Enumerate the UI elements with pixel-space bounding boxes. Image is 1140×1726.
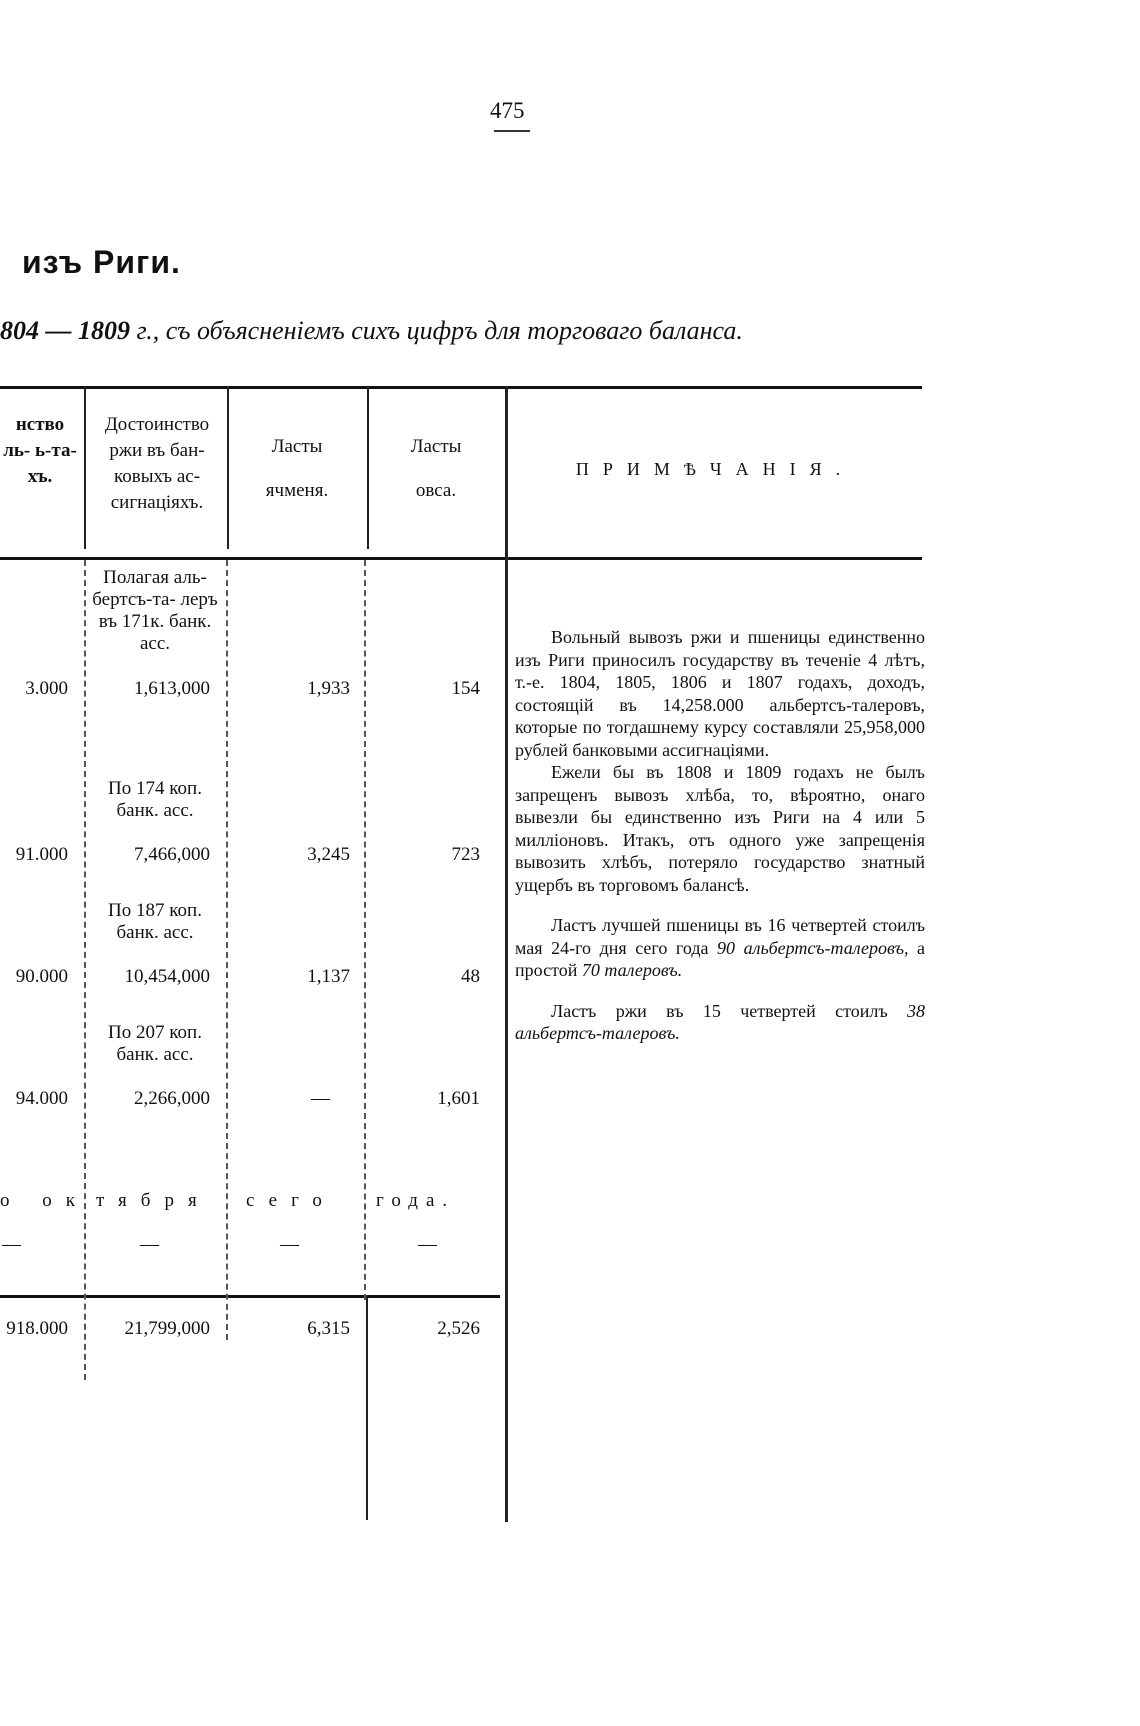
page-subtitle: [0, 316, 743, 346]
header-barley-1: Ласты: [271, 436, 323, 457]
table-cell-col0: 94.000: [15, 1088, 68, 1109]
note-paragraph: Вольный вывозъ ржи и пшеницы единственно изъ Риги приносилъ государству въ теченіе 4 лѣтъ, т.-е. 1804, 1805, 1806 и 1807 годахъ, доходъ, состоящій въ 14,258.000 альбертсъ-талеровъ, которые по тогдашнему курсу составляли 25,958,000 рублей банковыми ассигнаціями.: [515, 627, 925, 760]
table-cell-rye-value: 1,613,000: [134, 678, 210, 699]
table-cell-rye-value: 2,266,000: [134, 1088, 210, 1109]
note-text: Ластъ ржи въ 15 четвертей стоилъ: [551, 1000, 888, 1021]
table-cell-barley: —: [311, 1088, 330, 1109]
table-cell-rye-value: 7,466,000: [134, 844, 210, 865]
col-dash-2: [226, 560, 228, 1340]
note-text: Ластъ лучшей пшеницы въ 16 четвертей стоилъ мая 24-го дня сего года: [515, 915, 925, 958]
table-cell-barley: 3,245: [307, 844, 350, 865]
col-dash-3: [364, 560, 366, 1300]
note-text: а простой: [515, 937, 926, 980]
subtitle-text: г., съ объясненіемъ сихъ цифръ для торговаго баланса.: [136, 316, 743, 345]
header-notes: ПРИМѢЧАНІЯ.: [575, 459, 855, 479]
table-cell-col0: 3.000: [25, 678, 68, 699]
page-number: 475: [490, 98, 525, 123]
col-divider-4: [505, 386, 508, 1522]
rate-note: По 187 коп. банк. асс.: [108, 900, 202, 943]
table-cell-oats: 154: [451, 678, 480, 699]
table-cell-oats: 723: [451, 844, 480, 865]
note-paragraph: Ежели бы въ 1808 и 1809 годахъ не былъ запрещенъ вывозъ хлѣба, то, вѣроятно, онаго вывезли бы единственно изъ Риги на 4 или 5 милліоновъ. Итакъ, отъ одного уже запрещенія вывозить хлѣбъ, потеряло государство знатный ущербъ въ торговомъ балансѣ.: [515, 762, 925, 895]
rate-note: По 207 коп. банк. асс.: [108, 1022, 202, 1065]
note-paragraph: [515, 1000, 925, 1045]
october-row-c2: сего: [246, 1190, 336, 1211]
header-barley-2: ячменя.: [265, 480, 329, 501]
header-oats-1: Ласты: [410, 436, 462, 457]
table-top-rule: [0, 386, 922, 389]
note-italic: 38 альбертсъ-талеровъ.: [515, 1000, 926, 1043]
col-divider-2: [227, 386, 229, 549]
october-row-c0: о ок: [0, 1190, 89, 1211]
table-cell-col0: 90.000: [15, 966, 68, 987]
header-col0: нство ль- ь-та- хъ.: [3, 414, 77, 487]
table-cell-col0: 91.000: [15, 844, 68, 865]
total-barley: 6,315: [307, 1318, 350, 1339]
table-cell-rye-value: 10,454,000: [124, 966, 210, 987]
table-cell-barley: 1,137: [307, 966, 350, 987]
page-title: изъ Риги.: [22, 244, 181, 280]
october-row-c1: тября: [96, 1190, 211, 1211]
table-cell-oats: 48: [461, 966, 480, 987]
dash-c2: —: [280, 1234, 299, 1255]
rate-note: Полагая аль- бертсъ-та- леръ въ 171к. банк. асс.: [92, 567, 218, 654]
subtitle-years: 804 — 1809: [0, 316, 130, 345]
total-rye-value: 21,799,000: [124, 1318, 210, 1339]
total-oats: 2,526: [437, 1318, 480, 1339]
note-paragraph: [515, 914, 925, 982]
col-divider-1: [84, 386, 86, 549]
table-cell-barley: 1,933: [307, 678, 350, 699]
note-italic: 90 альбертсъ-талеровъ,: [717, 937, 909, 958]
totals-rule: [0, 1295, 500, 1298]
rate-note: По 174 коп. банк. асс.: [108, 778, 202, 821]
notes-block: [515, 626, 925, 1045]
total-col0: 918.000: [6, 1318, 68, 1339]
page-number-rule: [494, 130, 530, 132]
header-oats-2: овса.: [415, 480, 457, 501]
header-bottom-rule: [0, 557, 922, 560]
note-italic: 70 талеровъ.: [581, 960, 683, 980]
october-row-c3: года.: [376, 1190, 456, 1211]
dash-c1: —: [140, 1234, 159, 1255]
col-divider-3b: [366, 1295, 368, 1520]
dash-c3: —: [418, 1234, 437, 1255]
dash-c0: —: [2, 1234, 21, 1255]
table-cell-oats: 1,601: [437, 1088, 480, 1109]
header-rye-value: Достоинство ржи въ бан- ковыхъ ас- сигнаціяхъ.: [104, 414, 210, 513]
col-divider-3: [367, 386, 369, 549]
